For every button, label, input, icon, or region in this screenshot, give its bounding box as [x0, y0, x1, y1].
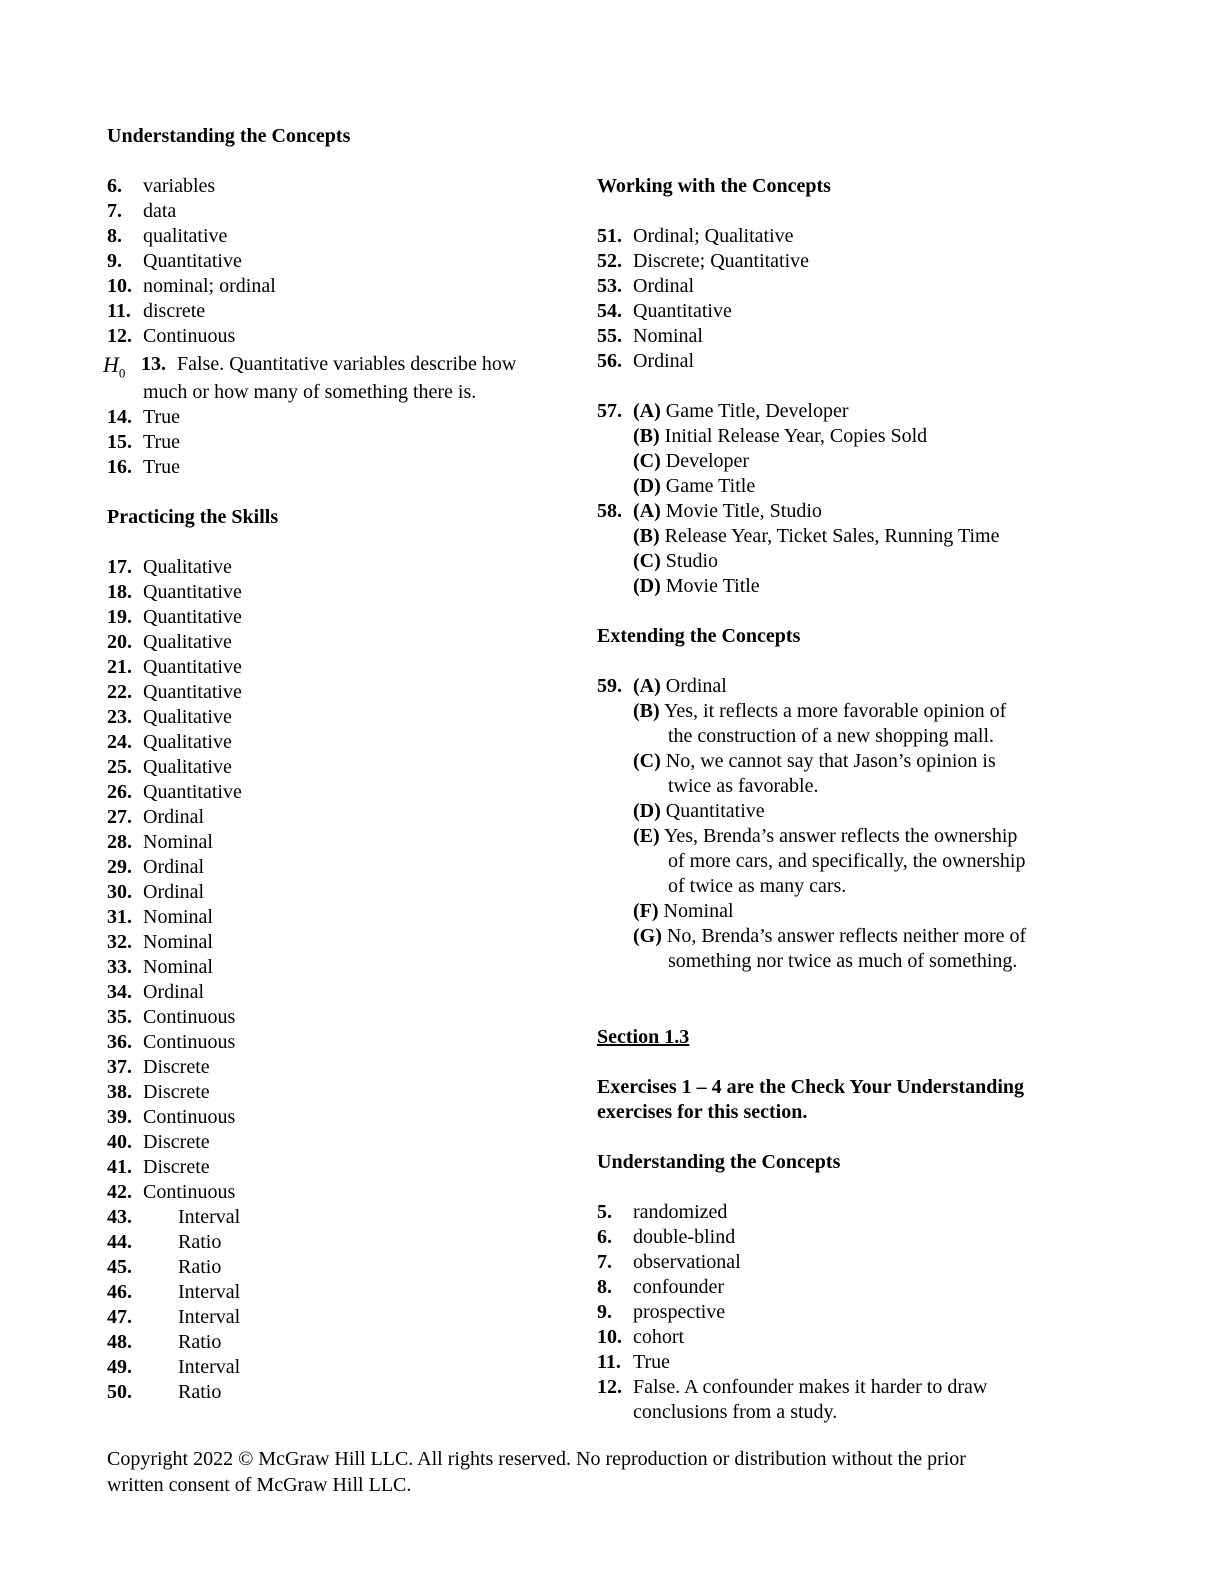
part-label: (C): [633, 450, 661, 472]
part-label: (D): [633, 475, 661, 497]
answer-item: [107, 324, 577, 349]
item-number: 6.: [107, 175, 122, 197]
answer-item: [107, 1080, 577, 1105]
answer-item: [107, 580, 577, 605]
item-answer: Quantitative: [143, 681, 242, 703]
part-label: (D): [633, 800, 661, 822]
item-number: 58.: [597, 500, 622, 522]
item-answer: Quantitative: [143, 250, 242, 272]
answer-item: [597, 1200, 1097, 1225]
answer-item-13-continuation: much or how many of something there is.: [143, 381, 477, 403]
heading-practicing-skills: Practicing the Skills: [107, 506, 279, 528]
answer-item: [107, 1055, 577, 1080]
answer-item: [597, 1275, 1097, 1300]
item-answer: Nominal: [143, 931, 213, 953]
answer-item-58-c: [597, 549, 1097, 574]
understanding-list: [107, 174, 577, 349]
item-number: 24.: [107, 731, 132, 753]
part-answer: Yes, it reflects a more favorable opinion of: [663, 700, 1007, 722]
answer-item: [597, 224, 1097, 249]
item-number: 47.: [107, 1306, 132, 1328]
answer-item-59-b: [597, 699, 1097, 724]
heading-extending-concepts: Extending the Concepts: [597, 625, 801, 647]
item-answer: Continuous: [143, 1181, 236, 1203]
answer-item-57: [597, 399, 1097, 424]
answer-item-57-c: [597, 449, 1097, 474]
item-number: 36.: [107, 1031, 132, 1053]
answer-item-58-d: [597, 574, 1097, 599]
answer-item: [597, 274, 1097, 299]
part-label: (F): [633, 900, 659, 922]
item-answer: Qualitative: [143, 556, 232, 578]
item-answer: Ordinal: [143, 856, 205, 878]
item-answer: Ratio: [178, 1256, 222, 1278]
answer-item: [597, 1225, 1097, 1250]
answer-item: [107, 1030, 577, 1055]
answer-item: [107, 880, 577, 905]
copyright-footer: [107, 1446, 1117, 1498]
item-answer: True: [143, 431, 181, 453]
answer-item: [107, 805, 577, 830]
item-answer: Nominal: [633, 325, 703, 347]
item-number: 12.: [597, 1376, 622, 1398]
part-label: (G): [633, 925, 662, 947]
part-answer: Initial Release Year, Copies Sold: [664, 425, 928, 447]
answer-item: [107, 1105, 577, 1130]
part-answer: Movie Title, Studio: [665, 500, 822, 522]
item-answer: Discrete: [143, 1081, 210, 1103]
item-number: 26.: [107, 781, 132, 803]
answer-item-12-cont: conclusions from a study.: [633, 1401, 838, 1423]
answer-item: [107, 655, 577, 680]
part-label: (A): [633, 400, 661, 422]
item-number: 33.: [107, 956, 132, 978]
practicing-list: [107, 555, 577, 1205]
h0-symbol: $H_0$: [103, 352, 126, 381]
item-answer: Interval: [178, 1356, 241, 1378]
item-answer: Continuous: [143, 1106, 236, 1128]
answer-item: [107, 1130, 577, 1155]
answer-item: [107, 980, 577, 1005]
answer-item-59-f: [597, 899, 1097, 924]
answer-item: [107, 224, 577, 249]
item-answer: Quantitative: [143, 656, 242, 678]
item-number: 11.: [597, 1351, 621, 1373]
copyright-line-2: written consent of McGraw Hill LLC.: [107, 1474, 412, 1496]
item-answer: Qualitative: [143, 706, 232, 728]
item-number: 49.: [107, 1356, 132, 1378]
item-number: 16.: [107, 456, 132, 478]
item-number: 51.: [597, 225, 622, 247]
answer-item: [107, 555, 577, 580]
item-number: 56.: [597, 350, 622, 372]
item-number: 29.: [107, 856, 132, 878]
item-answer: Quantitative: [143, 781, 242, 803]
answer-item: [107, 274, 577, 299]
answer-item-59-g-cont: something nor twice as much of something.: [668, 950, 1018, 972]
answer-item: [107, 455, 577, 480]
part-answer: No, Brenda’s answer reflects neither more of: [666, 925, 1027, 947]
answer-item: [107, 299, 577, 324]
item-number: 22.: [107, 681, 132, 703]
item-answer: Ordinal: [633, 275, 695, 297]
item-number: 11.: [107, 300, 131, 322]
item-number: 54.: [597, 300, 622, 322]
item-answer: Ordinal: [143, 881, 205, 903]
answer-item: [107, 955, 577, 980]
answer-item: [107, 405, 577, 430]
part-label: (E): [633, 825, 660, 847]
answer-item: [107, 1330, 577, 1355]
item-number: 59.: [597, 675, 622, 697]
item-answer: Continuous: [143, 1031, 236, 1053]
item-number: 44.: [107, 1231, 132, 1253]
item-answer: Quantitative: [143, 606, 242, 628]
answer-item-59-e-cont: of more cars, and specifically, the ownership: [668, 850, 1026, 872]
answer-item: [597, 299, 1097, 324]
item-answer: observational: [633, 1251, 741, 1273]
left-column: [103, 124, 577, 1405]
item-number: 57.: [597, 400, 622, 422]
part-label: (A): [633, 675, 661, 697]
part-answer: Ordinal: [665, 675, 727, 697]
answer-item: [107, 680, 577, 705]
part-answer: Nominal: [663, 900, 734, 922]
answer-item-13: [103, 349, 577, 381]
answer-item: [107, 1180, 577, 1205]
answer-item: [107, 1005, 577, 1030]
item-answer: False. Quantitative variables describe how: [177, 353, 517, 375]
item-number: 9.: [107, 250, 122, 272]
item-number: 27.: [107, 806, 132, 828]
item-answer: Qualitative: [143, 731, 232, 753]
answer-item: [597, 1250, 1097, 1275]
answer-item: [107, 1280, 577, 1305]
item-number: 15.: [107, 431, 132, 453]
item-number: 40.: [107, 1131, 132, 1153]
answer-item: [597, 324, 1097, 349]
answer-item: [107, 1230, 577, 1255]
item-number: 7.: [597, 1251, 612, 1273]
item-number: 10.: [597, 1326, 622, 1348]
item-answer: confounder: [633, 1276, 725, 1298]
item-answer: Discrete; Quantitative: [633, 250, 810, 272]
item-number: 38.: [107, 1081, 132, 1103]
answer-item: [597, 349, 1097, 374]
working-list: [597, 224, 1097, 374]
item-number: 6.: [597, 1226, 612, 1248]
answer-item: [107, 855, 577, 880]
item-number: 21.: [107, 656, 132, 678]
answer-item: [107, 199, 577, 224]
answer-item-59: [597, 674, 1097, 699]
item-answer: data: [143, 200, 177, 222]
item-number: 23.: [107, 706, 132, 728]
answer-item: [107, 1255, 577, 1280]
part-label: (D): [633, 575, 661, 597]
understanding-list-section-1-3: [597, 1200, 1097, 1375]
part-answer: Quantitative: [665, 800, 765, 822]
answer-item-57-d: [597, 474, 1097, 499]
item-answer: double-blind: [633, 1226, 736, 1248]
item-answer: Qualitative: [143, 756, 232, 778]
answer-item: [107, 780, 577, 805]
item-number: 52.: [597, 250, 622, 272]
item-answer: variables: [143, 175, 216, 197]
item-number: 8.: [107, 225, 122, 247]
part-answer: Release Year, Ticket Sales, Running Time: [664, 525, 1000, 547]
item-number: 7.: [107, 200, 122, 222]
item-answer: True: [633, 1351, 671, 1373]
answer-item: [597, 1300, 1097, 1325]
item-answer: Discrete: [143, 1056, 210, 1078]
item-number: 46.: [107, 1281, 132, 1303]
part-label: (A): [633, 500, 661, 522]
part-answer: Game Title: [665, 475, 756, 497]
answer-item: [107, 730, 577, 755]
item-number: 20.: [107, 631, 132, 653]
answer-item: [597, 1350, 1097, 1375]
answer-item-58-b: [597, 524, 1097, 549]
item-number: 39.: [107, 1106, 132, 1128]
part-answer: Game Title, Developer: [665, 400, 849, 422]
item-answer: qualitative: [143, 225, 228, 247]
answer-item: [597, 249, 1097, 274]
understanding-list-2: [107, 405, 577, 480]
heading-working-concepts: Working with the Concepts: [597, 175, 831, 197]
item-number: 53.: [597, 275, 622, 297]
item-answer: randomized: [633, 1201, 728, 1223]
part-answer: Developer: [665, 450, 750, 472]
item-answer: Quantitative: [633, 300, 732, 322]
answer-item-59-d: [597, 799, 1097, 824]
answer-item: [107, 705, 577, 730]
item-number: 42.: [107, 1181, 132, 1203]
item-answer: nominal; ordinal: [143, 275, 276, 297]
item-number: 17.: [107, 556, 132, 578]
answer-item-59-b-cont: the construction of a new shopping mall.: [668, 725, 995, 747]
item-answer: Ordinal: [143, 981, 205, 1003]
item-number: 8.: [597, 1276, 612, 1298]
answer-item: [107, 755, 577, 780]
item-number: 13.: [141, 353, 166, 375]
answer-item-59-c-cont: twice as favorable.: [668, 775, 819, 797]
item-number: 31.: [107, 906, 132, 928]
part-answer: Yes, Brenda’s answer reflects the ownership: [663, 825, 1018, 847]
answer-item: [107, 930, 577, 955]
item-answer: Continuous: [143, 1006, 236, 1028]
answer-item: [107, 905, 577, 930]
answer-item-58: [597, 499, 1097, 524]
answer-item: [107, 830, 577, 855]
answer-item: [107, 1305, 577, 1330]
item-number: 41.: [107, 1156, 132, 1178]
item-number: 55.: [597, 325, 622, 347]
part-answer: No, we cannot say that Jason’s opinion is: [665, 750, 996, 772]
answer-item: [107, 1155, 577, 1180]
answer-item-57-b: [597, 424, 1097, 449]
part-answer: Studio: [665, 550, 719, 572]
item-number: 35.: [107, 1006, 132, 1028]
right-column: [597, 174, 1097, 1425]
item-number: 9.: [597, 1301, 612, 1323]
item-number: 34.: [107, 981, 132, 1003]
answer-item-59-e: [597, 824, 1097, 849]
item-answer: False. A confounder makes it harder to draw: [633, 1376, 988, 1398]
answer-item: [107, 1355, 577, 1380]
exercises-note: Exercises 1 – 4 are the Check Your Understanding: [597, 1076, 1025, 1098]
item-answer: discrete: [143, 300, 206, 322]
part-label: (C): [633, 750, 661, 772]
answer-item: [107, 630, 577, 655]
item-answer: Nominal: [143, 831, 213, 853]
item-number: 19.: [107, 606, 132, 628]
item-answer: Nominal: [143, 956, 213, 978]
answer-item: [107, 430, 577, 455]
part-answer: Movie Title: [665, 575, 760, 597]
practicing-list-2: [107, 1205, 577, 1405]
heading-understanding-concepts: Understanding the Concepts: [107, 125, 351, 147]
item-answer: True: [143, 406, 181, 428]
item-number: 30.: [107, 881, 132, 903]
item-answer: Qualitative: [143, 631, 232, 653]
item-answer: Nominal: [143, 906, 213, 928]
part-label: (C): [633, 550, 661, 572]
item-answer: prospective: [633, 1301, 726, 1323]
item-answer: cohort: [633, 1326, 685, 1348]
answer-item-59-c: [597, 749, 1097, 774]
item-answer: Ratio: [178, 1231, 222, 1253]
item-answer: Interval: [178, 1306, 241, 1328]
item-number: 18.: [107, 581, 132, 603]
answer-item-12: [597, 1375, 1097, 1400]
answer-item: [107, 1380, 577, 1405]
item-number: 12.: [107, 325, 132, 347]
item-number: 43.: [107, 1206, 132, 1228]
item-answer: Continuous: [143, 325, 236, 347]
answer-item: [107, 1205, 577, 1230]
item-number: 14.: [107, 406, 132, 428]
item-answer: Ratio: [178, 1331, 222, 1353]
item-answer: Ordinal; Qualitative: [633, 225, 794, 247]
item-answer: Ordinal: [143, 806, 205, 828]
item-number: 45.: [107, 1256, 132, 1278]
heading-understanding-concepts-2: Understanding the Concepts: [597, 1151, 841, 1173]
item-number: 37.: [107, 1056, 132, 1078]
item-answer: Ratio: [178, 1381, 222, 1403]
answer-item: [107, 605, 577, 630]
part-label: (B): [633, 700, 660, 722]
item-number: 10.: [107, 275, 132, 297]
item-answer: Interval: [178, 1206, 241, 1228]
answer-item-59-g: [597, 924, 1097, 949]
part-label: (B): [633, 525, 660, 547]
item-answer: True: [143, 456, 181, 478]
item-number: 48.: [107, 1331, 132, 1353]
item-answer: Interval: [178, 1281, 241, 1303]
answer-item: [597, 1325, 1097, 1350]
copyright-line-1: Copyright 2022 © McGraw Hill LLC. All rights reserved. No reproduction or distribution without the prior: [107, 1448, 966, 1470]
item-number: 25.: [107, 756, 132, 778]
item-number: 5.: [597, 1201, 612, 1223]
item-answer: Ordinal: [633, 350, 695, 372]
item-number: 28.: [107, 831, 132, 853]
item-answer: Quantitative: [143, 581, 242, 603]
part-label: (B): [633, 425, 660, 447]
section-title: Section 1.3: [597, 1026, 690, 1048]
item-answer: Discrete: [143, 1156, 210, 1178]
item-number: 32.: [107, 931, 132, 953]
answer-item-59-e-cont2: of twice as many cars.: [668, 875, 847, 897]
answer-item: [107, 249, 577, 274]
answer-item: [107, 174, 577, 199]
item-answer: Discrete: [143, 1131, 210, 1153]
exercises-note-cont: exercises for this section.: [597, 1101, 808, 1123]
item-number: 50.: [107, 1381, 132, 1403]
